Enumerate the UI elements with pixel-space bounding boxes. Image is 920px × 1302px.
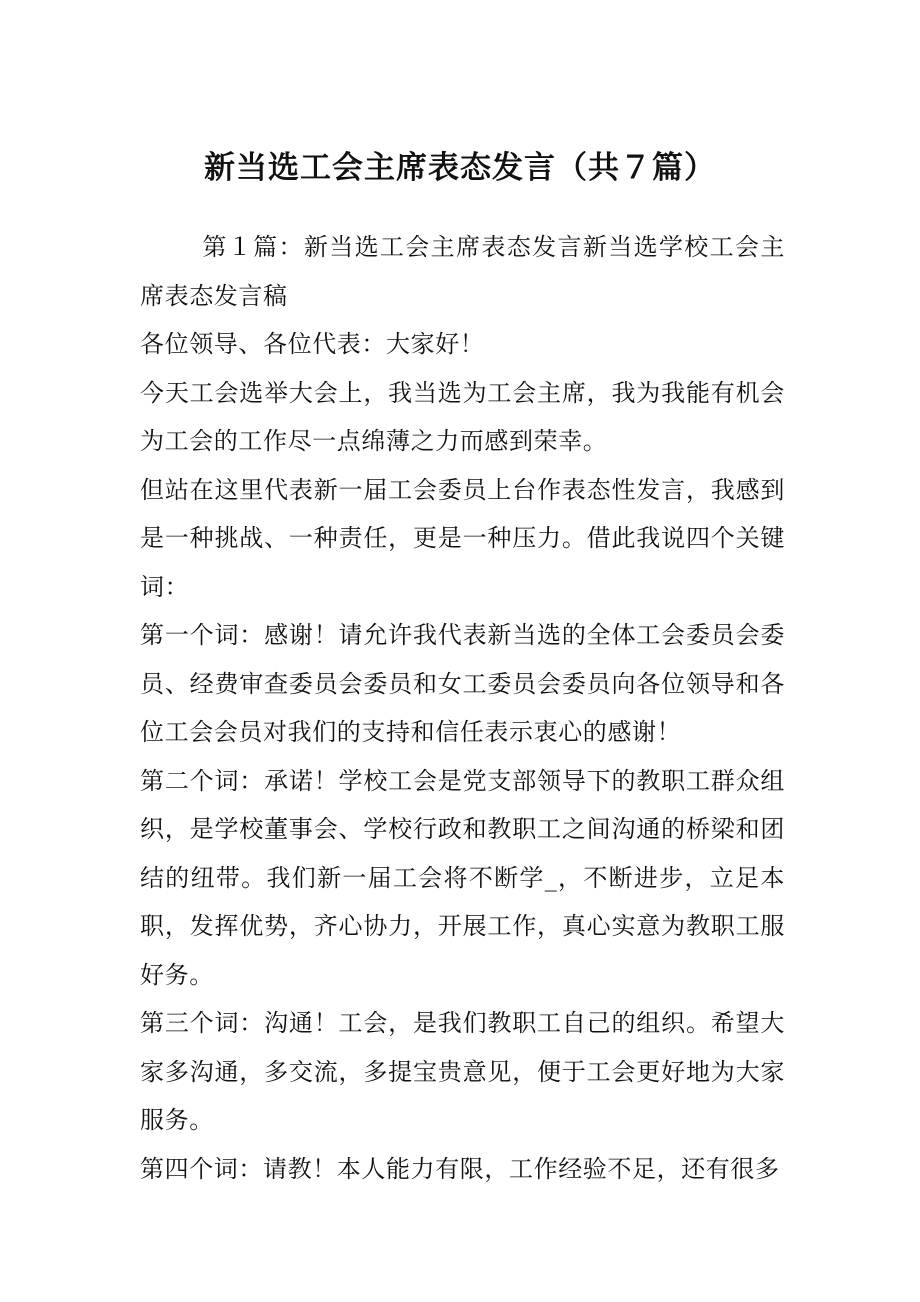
paragraph-keyword-3: 第三个词：沟通！工会，是我们教职工自己的组织。希望大家多沟通，多交流，多提宝贵意见，便于工会更好地为大家服务。	[140, 1009, 785, 1134]
paragraph: 但站在这里代表新一届工会委员上台作表态性发言，我感到是一种挑战、一种责任，更是一种压力。借此我说四个关键词：	[140, 475, 785, 601]
paragraph-keyword-2: 第二个词：承诺！学校工会是党支部领导下的教职工群众组织，是学校董事会、学校行政和教职工之间沟通的桥梁和团结的纽带。我们新一届工会将不断学_，不断进步，立足本职，发挥优势，齐心协力，开展工作，真心实意为教职工服好务。	[140, 766, 785, 989]
paragraph-greeting: 各位领导、各位代表：大家好！	[140, 330, 485, 358]
paragraph-heading: 第１篇：新当选工会主席表态发言新当选学校工会主席表态发言稿	[140, 233, 785, 310]
document-title: 新当选工会主席表态发言（共７篇）	[204, 150, 716, 186]
document-body	[140, 223, 785, 1193]
paragraph-keyword-1: 第一个词：感谢！请允许我代表新当选的全体工会委员会委员、经费审查委员会委员和女工委员会委员向各位领导和各位工会会员对我们的支持和信任表示衷心的感谢！	[140, 621, 785, 746]
paragraph: 今天工会选举大会上，我当选为工会主席，我为我能有机会为工会的工作尽一点绵薄之力而感到荣幸。	[140, 378, 785, 455]
paragraph-keyword-4: 第四个词：请教！本人能力有限，工作经验不足，还有很多	[140, 1154, 780, 1183]
